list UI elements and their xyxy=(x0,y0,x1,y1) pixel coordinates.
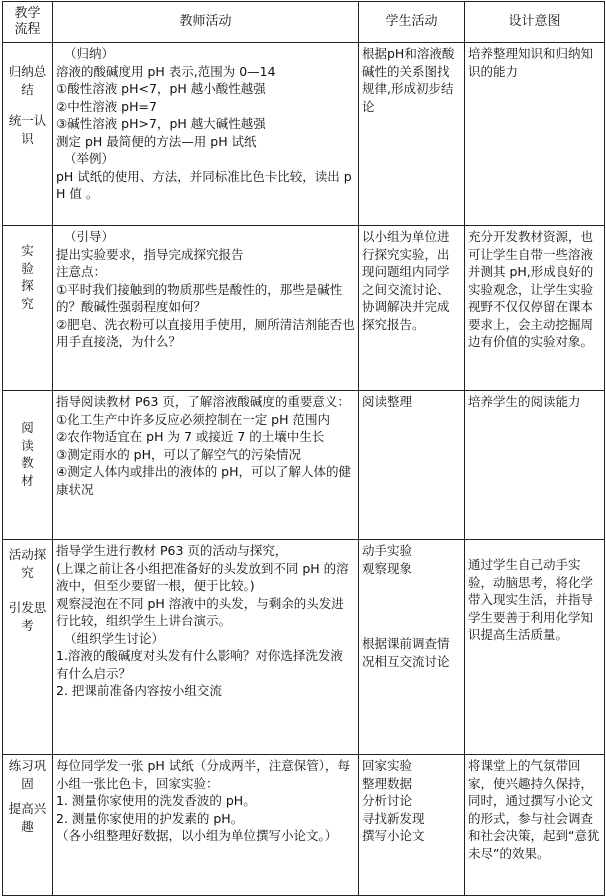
header-teacher-text: 教师活动 xyxy=(179,14,232,29)
intent-cell xyxy=(465,391,605,540)
header-row xyxy=(3,2,605,43)
teacher-line: ②肥皂、洗衣粉可以直接用手使用，厕所清洁剂能否也用手直接浇，为什么？ xyxy=(56,316,355,349)
teacher-line: 指导学生进行教材 P63 页的活动与探究， xyxy=(56,543,288,558)
flow-cell xyxy=(3,226,53,391)
table-row xyxy=(3,540,605,755)
teacher-line: （归纳） xyxy=(64,46,115,61)
teacher-line: ③碱性溶液 pH>7，pH 越大碱性越强 xyxy=(56,116,266,131)
flow-label: 阅读教材 xyxy=(21,420,34,488)
flow-label: 统一认识 xyxy=(8,113,47,146)
teacher-cell xyxy=(53,540,359,755)
flow-cell xyxy=(3,391,53,540)
student-line: 动手实验 xyxy=(362,543,413,558)
student-line: 根据课前调查情况相互交流讨论 xyxy=(362,636,450,669)
intent-line: 培养整理知识和归纳知识的能力 xyxy=(468,46,594,79)
student-cell xyxy=(359,755,465,896)
header-student xyxy=(359,2,465,43)
teacher-line: 提出实验要求，指导完成探究报告 xyxy=(56,246,244,262)
student-line: 寻找新发现 xyxy=(362,810,425,826)
header-intent-text: 设计意图 xyxy=(508,14,561,29)
teacher-line: （引导） xyxy=(64,229,115,244)
intent-cell xyxy=(465,226,605,391)
student-line: 撰写小论文 xyxy=(362,828,425,843)
teacher-line: 1.溶液的酸碱度对头发有什么影响？对你选择洗发液有什么启示？ xyxy=(56,648,343,681)
flow-label: 归纳总结 xyxy=(8,64,47,97)
teacher-cell xyxy=(53,391,359,540)
teacher-cell xyxy=(53,226,359,391)
intent-line: 将课堂上的气氛带回家，使兴趣持久保持，同时，通过撰写小论文的形式，参与社会调查和社会决策，起到“意犹未尽”的效果。 xyxy=(468,758,600,861)
teacher-line: 2. 把课前准备内容按小组交流 xyxy=(56,683,222,698)
teacher-cell xyxy=(53,755,359,896)
intent-cell xyxy=(465,43,605,226)
flow-cell xyxy=(3,43,53,226)
teacher-cell xyxy=(53,43,359,226)
student-cell xyxy=(359,540,465,755)
student-line: 观察现象 xyxy=(362,560,413,576)
intent-cell xyxy=(465,755,605,896)
student-cell xyxy=(359,226,465,391)
flow-label: 实验探究 xyxy=(21,243,34,311)
table-row xyxy=(3,391,605,540)
intent-cell xyxy=(465,540,605,755)
teacher-line: （组织学生讨论） xyxy=(64,630,165,646)
flow-cell xyxy=(3,755,53,896)
teacher-line: 测定 pH 最简便的方法—用 pH 试纸 xyxy=(56,133,257,149)
table-row xyxy=(3,43,605,226)
teacher-line: （举例） xyxy=(64,151,115,166)
teacher-line: 溶液的酸碱度用 pH 表示,范围为 0—14 xyxy=(56,63,276,79)
teacher-line: ①酸性溶液 pH<7，pH 越小酸性越强 xyxy=(56,81,266,96)
teacher-line: ④测定人体内或排出的液体的 pH，可以了解人体的健康状况 xyxy=(56,464,352,497)
header-intent xyxy=(465,2,605,43)
student-line: 以小组为单位进行探究实验，出现问题组内同学之间交流讨论、协调解决并完成探究报告。 xyxy=(362,229,450,332)
student-line: 整理数据 xyxy=(362,775,413,791)
student-line: 分析讨论 xyxy=(362,793,413,808)
teacher-line: (上课之前让各小组把准备好的头发放到不同 pH 的溶液中，但至少要留一根，便于比较。) xyxy=(56,560,349,593)
table-row xyxy=(3,226,605,391)
teacher-line: ③测定雨水的 pH，可以了解空气的污染情况 xyxy=(56,446,302,462)
intent-line: 充分开发教材资源，也可让学生自带一些溶液并测其 pH,形成良好的实验观念，让学生实验视野不仅仅停留在课本要求上，会主动挖掘周边有价值的实验对象。 xyxy=(468,229,594,349)
teacher-line: 2. 测量你家使用的护发素的 pH。 xyxy=(56,810,244,826)
lesson-plan-table xyxy=(2,1,605,896)
header-flow xyxy=(3,2,53,43)
student-cell xyxy=(359,43,465,226)
header-student-text: 学生活动 xyxy=(385,14,438,29)
student-cell xyxy=(359,391,465,540)
student-line: 阅读整理 xyxy=(362,394,413,409)
teacher-line: ①化工生产中许多反应必须控制在一定 pH 范围内 xyxy=(56,411,330,427)
teacher-line: 注意点： xyxy=(56,264,107,279)
flow-cell xyxy=(3,540,53,755)
header-teacher xyxy=(53,2,359,43)
teacher-line: 每位同学发一张 pH 试纸（分成两半，注意保管），每小组一张比色卡，回家实验： xyxy=(56,758,351,791)
teacher-line: （各小组整理好数据，以小组为单位撰写小论文。） xyxy=(56,828,338,843)
flow-label: 活动探究 xyxy=(8,547,47,580)
teacher-line: pH 试纸的使用、方法，并同标准比色卡比较，读出 pH 值 。 xyxy=(56,168,352,201)
teacher-line: 指导阅读教材 P63 页，了解溶液酸碱度的重要意义： xyxy=(56,394,350,409)
student-line: 根据pH和溶液酸碱性的关系图找规律,形成初步结论 xyxy=(362,46,455,114)
flow-label: 练习巩固 xyxy=(8,758,47,791)
teacher-line: ②农作物适宜在 pH 为 7 或接近 7 的土壤中生长 xyxy=(56,429,325,444)
intent-line: 培养学生的阅读能力 xyxy=(468,394,581,409)
flow-label: 引发思考 xyxy=(8,600,47,633)
header-flow-text: 教学 流程 xyxy=(14,6,41,37)
teacher-line: ①平时我们接触到的物质那些是酸性的，那些是碱性的？酸碱性强弱程度如何？ xyxy=(56,281,343,314)
teacher-line: ②中性溶液 pH=7 xyxy=(56,98,157,114)
flow-label: 提高兴趣 xyxy=(8,801,47,834)
student-line: 回家实验 xyxy=(362,758,413,773)
table-row xyxy=(3,755,605,896)
intent-line: 通过学生自己动手实验，动脑思考，将化学带入现实生活，并指导学生要善于利用化学知识提高生活质量。 xyxy=(468,557,594,642)
teacher-line: 观察浸泡在不同 pH 溶液中的头发，与剩余的头发进行比较，组织学生上讲台演示。 xyxy=(56,595,344,628)
teacher-line: 1. 测量你家使用的洗发香波的 pH。 xyxy=(56,793,256,808)
